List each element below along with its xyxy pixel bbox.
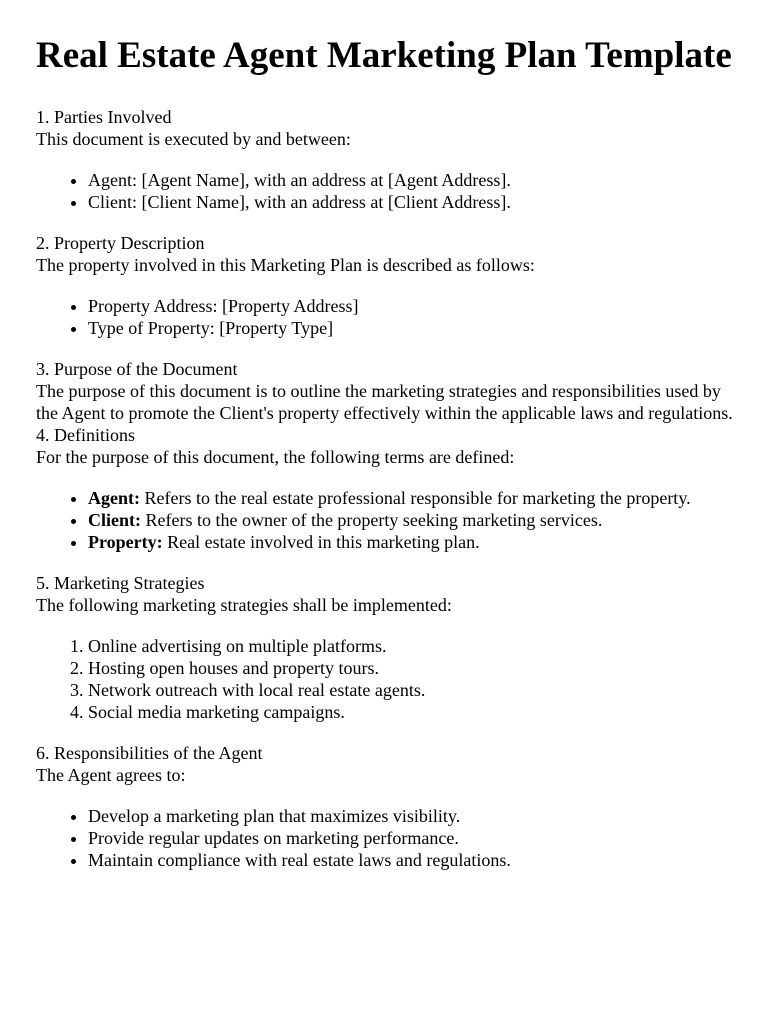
term-definition: Refers to the real estate professional responsible for marketing the property. bbox=[140, 488, 691, 508]
parties-list bbox=[36, 169, 734, 213]
section-heading: 2. Property Description bbox=[36, 233, 205, 253]
list-item bbox=[88, 487, 734, 509]
definitions-list bbox=[36, 487, 734, 553]
section-heading: 4. Definitions bbox=[36, 425, 135, 445]
section-strategies bbox=[36, 572, 734, 723]
section-text: The purpose of this document is to outline the marketing strategies and responsibilities used by the Agent to promote the Client's property effectively within the applicable laws and regulations. bbox=[36, 381, 733, 423]
section-intro: For the purpose of this document, the following terms are defined: bbox=[36, 447, 515, 467]
section-property bbox=[36, 232, 734, 339]
section-intro: The Agent agrees to: bbox=[36, 765, 186, 785]
responsibilities-list bbox=[36, 805, 734, 871]
section-heading: 1. Parties Involved bbox=[36, 107, 172, 127]
list-item: • Client: [Client Name], with an address at [Client Address]. bbox=[88, 191, 734, 213]
section-intro: The following marketing strategies shall be implemented: bbox=[36, 595, 452, 615]
section-parties bbox=[36, 106, 734, 213]
list-item: 4. Social media marketing campaigns. bbox=[88, 701, 734, 723]
term-label: Property: bbox=[88, 532, 163, 552]
list-item: • Agent: [Agent Name], with an address at [Agent Address]. bbox=[88, 169, 734, 191]
list-item: 1. Online advertising on multiple platforms. bbox=[88, 635, 734, 657]
section-purpose bbox=[36, 358, 734, 424]
document-title: Real Estate Agent Marketing Plan Template bbox=[36, 35, 732, 76]
property-list bbox=[36, 295, 734, 339]
term-label: Client: bbox=[88, 510, 141, 530]
list-item bbox=[88, 531, 734, 553]
list-item bbox=[88, 509, 734, 531]
section-heading: 5. Marketing Strategies bbox=[36, 573, 205, 593]
term-label: Agent: bbox=[88, 488, 140, 508]
section-intro: The property involved in this Marketing Plan is described as follows: bbox=[36, 255, 535, 275]
list-item: • Develop a marketing plan that maximizes visibility. bbox=[88, 805, 734, 827]
list-item: • Provide regular updates on marketing performance. bbox=[88, 827, 734, 849]
list-item: 2. Hosting open houses and property tours. bbox=[88, 657, 734, 679]
section-heading: 3. Purpose of the Document bbox=[36, 359, 238, 379]
term-definition: Refers to the owner of the property seeking marketing services. bbox=[141, 510, 603, 530]
section-responsibilities bbox=[36, 742, 734, 871]
strategies-list bbox=[36, 635, 734, 723]
list-item: • Maintain compliance with real estate laws and regulations. bbox=[88, 849, 734, 871]
term-definition: Real estate involved in this marketing plan. bbox=[162, 532, 480, 552]
list-item: • Property Address: [Property Address] bbox=[88, 295, 734, 317]
section-intro: This document is executed by and between: bbox=[36, 129, 351, 149]
list-item: • Type of Property: [Property Type] bbox=[88, 317, 734, 339]
section-heading: 6. Responsibilities of the Agent bbox=[36, 743, 263, 763]
section-definitions bbox=[36, 424, 734, 553]
list-item: 3. Network outreach with local real estate agents. bbox=[88, 679, 734, 701]
